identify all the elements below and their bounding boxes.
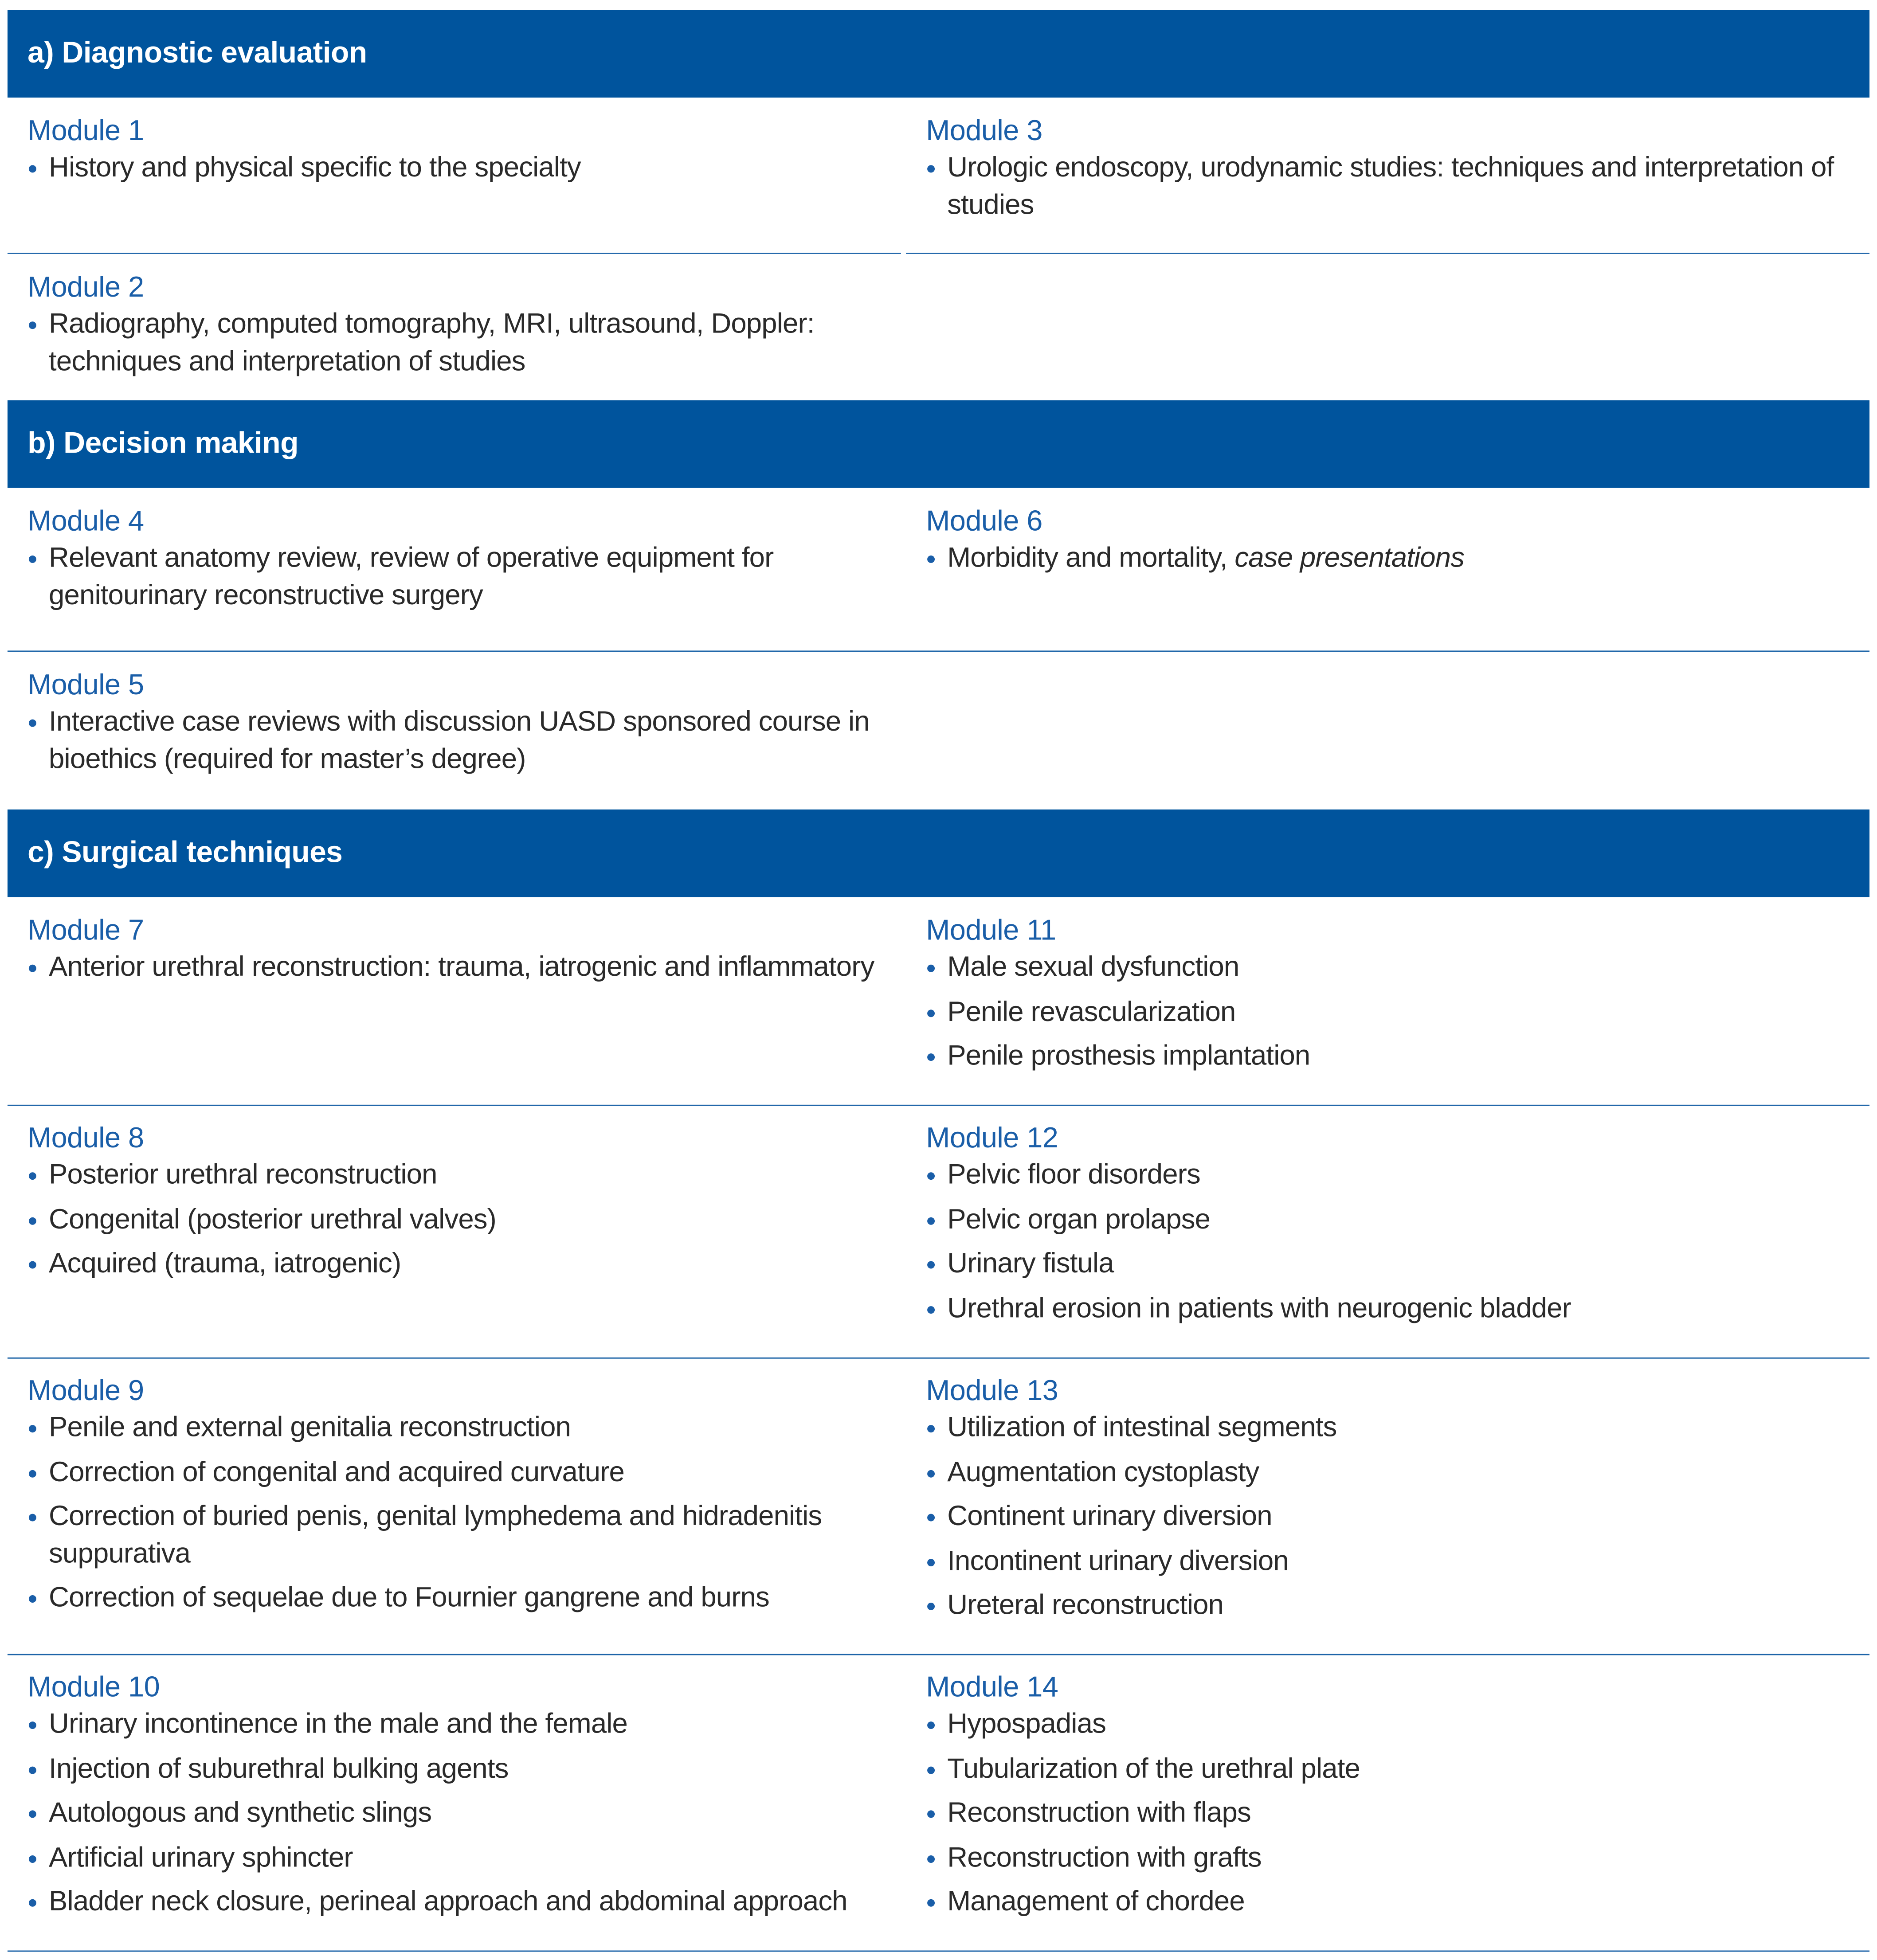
module-title: Module 5 [27,668,144,701]
list-item: Male sexual dysfunction [926,948,1852,985]
module-7-cell [27,911,903,993]
module-12-cell [926,1119,1852,1334]
module-item-list [926,539,1852,576]
module-item-list [27,149,903,186]
list-item: Correction of buried penis, genital lymphedema and hidradenitis suppurativa [27,1498,903,1571]
module-2-cell [27,268,903,387]
module-item-list [926,1705,1852,1920]
module-title: Module 14 [926,1670,1058,1703]
list-item: Autologous and synthetic slings [27,1794,903,1831]
list-item: Urinary fistula [926,1245,1852,1282]
module-title: Module 8 [27,1121,144,1154]
table-bottom-border [8,1950,1869,1952]
list-item: Injection of suburethral bulking agents [27,1750,903,1787]
list-item: Augmentation cystoplasty [926,1453,1852,1490]
list-item: Interactive case reviews with discussion UASD sponsored course in bioethics (required for master’s degree) [27,703,903,777]
list-item: Reconstruction with flaps [926,1794,1852,1831]
module-item-list [27,1156,903,1282]
row-separator [8,650,1869,652]
module-title: Module 9 [27,1373,144,1406]
module-11-cell [926,911,1852,1081]
module-title: Module 10 [27,1670,160,1703]
list-item: Management of chordee [926,1883,1852,1920]
row-separator [8,1654,1869,1655]
row-separator [8,1358,1869,1359]
list-item: Incontinent urinary diversion [926,1542,1852,1579]
list-item: Correction of sequelae due to Fournier gangrene and burns [27,1579,903,1616]
list-item: Correction of congenital and acquired curvature [27,1453,903,1490]
list-item: Artificial urinary sphincter [27,1839,903,1875]
section-header-diagnostic-evaluation: a) Diagnostic evaluation [8,10,1869,98]
module-item-list [27,539,903,613]
module-title: Module 7 [27,913,144,946]
list-item: Hypospadias [926,1705,1852,1742]
list-item: Penile prosthesis implantation [926,1037,1852,1074]
module-title: Module 6 [926,504,1042,537]
module-9-cell [27,1371,903,1624]
module-item-list [27,948,903,985]
row-separator [8,253,901,254]
module-6-cell [926,502,1852,584]
section-header-decision-making: b) Decision making [8,400,1869,488]
list-item: Relevant anatomy review, review of operative equipment for genitourinary reconstructive surgery [27,539,903,613]
list-item: Radiography, computed tomography, MRI, ultrasound, Doppler: techniques and interpretation of studies [27,305,903,379]
list-item: History and physical specific to the specialty [27,149,903,186]
list-item: Tubularization of the urethral plate [926,1750,1852,1787]
list-item: Penile revascularization [926,993,1852,1029]
row-separator [8,1105,1869,1106]
module-10-cell [27,1668,903,1928]
module-title: Module 2 [27,270,144,303]
module-title: Module 3 [926,113,1042,147]
list-item: Bladder neck closure, perineal approach and abdominal approach [27,1883,903,1920]
list-item: Posterior urethral reconstruction [27,1156,903,1193]
module-8-cell [27,1119,903,1289]
module-item-list [27,1409,903,1616]
list-item: Anterior urethral reconstruction: trauma, iatrogenic and inflammatory [27,948,903,985]
module-item-list [926,948,1852,1074]
module-item-list [27,1705,903,1920]
list-item: Ureteral reconstruction [926,1586,1852,1623]
module-1-cell [27,111,903,193]
module-item-list [926,1409,1852,1624]
module-title: Module 4 [27,504,144,537]
list-item: Urologic endoscopy, urodynamic studies: techniques and interpretation of studies [926,149,1852,223]
module-item-list [926,149,1852,223]
list-item: Utilization of intestinal segments [926,1409,1852,1446]
list-item: Urethral erosion in patients with neurogenic bladder [926,1289,1852,1326]
module-item-list [27,305,903,379]
list-item: Urinary incontinence in the male and the female [27,1705,903,1742]
list-item-emphasis: case presentations [1234,541,1465,573]
module-3-cell [926,111,1852,230]
module-4-cell [27,502,903,621]
list-item: Congenital (posterior urethral valves) [27,1201,903,1237]
module-5-cell [27,665,903,784]
list-item-text: Morbidity and mortality, [947,541,1235,573]
module-title: Module 11 [926,913,1056,946]
list-item: Pelvic floor disorders [926,1156,1852,1193]
module-item-list [926,1156,1852,1326]
list-item: Pelvic organ prolapse [926,1201,1852,1237]
module-13-cell [926,1371,1852,1631]
module-title: Module 13 [926,1373,1058,1406]
module-item-list [27,703,903,777]
list-item: Reconstruction with grafts [926,1839,1852,1875]
module-title: Module 12 [926,1121,1058,1154]
list-item [926,539,1852,576]
section-header-surgical-techniques: c) Surgical techniques [8,810,1869,897]
list-item: Acquired (trauma, iatrogenic) [27,1245,903,1282]
list-item: Penile and external genitalia reconstruction [27,1409,903,1446]
list-item: Continent urinary diversion [926,1498,1852,1534]
module-title: Module 1 [27,113,144,147]
module-14-cell [926,1668,1852,1928]
row-separator [906,253,1869,254]
